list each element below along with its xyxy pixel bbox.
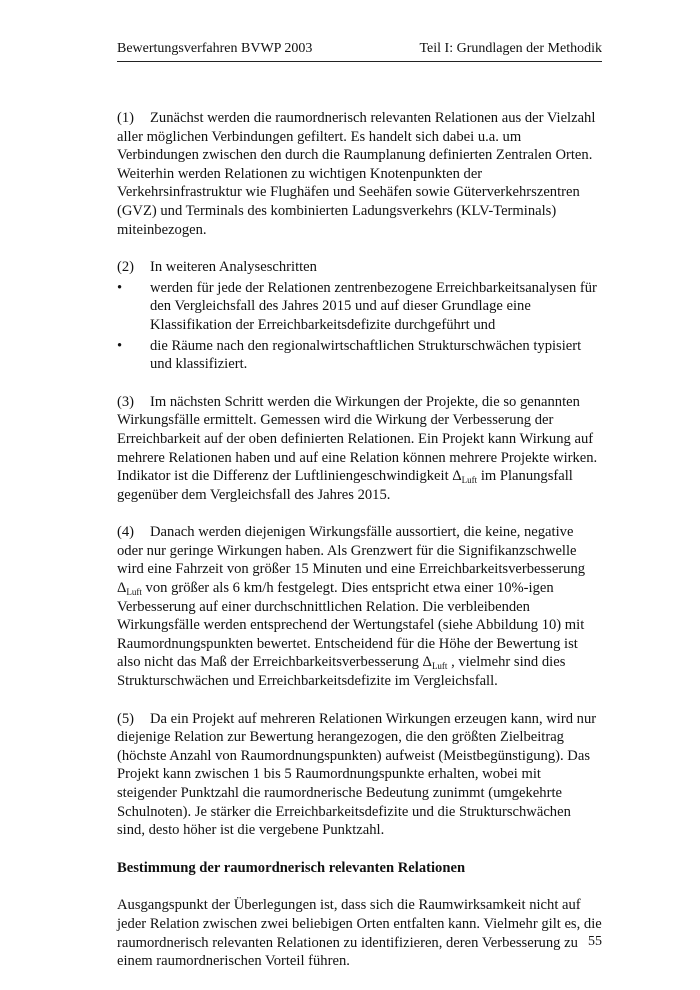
paragraph-number: (4) bbox=[117, 524, 135, 541]
list-item-text: die Räume nach den regionalwirtschaftlichen Strukturschwächen typisiert und klassifiziert. bbox=[150, 337, 582, 373]
paragraph-text: im Planungsfall gegenüber dem Vergleichsfall des Jahres 2015. bbox=[117, 468, 573, 503]
main-content bbox=[117, 109, 602, 990]
paragraph-number: (2) bbox=[117, 259, 135, 276]
bullet-icon: • bbox=[117, 337, 123, 354]
paragraph-3 bbox=[117, 393, 602, 505]
paragraph-text: , vielmehr sind dies Strukturschwächen und Erreichbarkeitsdefizite im Vergleichsfall. bbox=[117, 654, 566, 690]
running-header bbox=[117, 40, 602, 58]
paragraph-text: von größer als 6 km/h festgelegt. Dies entspricht etwa einer 10%-igen Verbesserung auf einer durchschnittlichen Relation. Die verbleibenden Wirkungsfälle werden entsprechend der Wertungstafel (siehe Abbildung 10) mit Raumordnungspunkten bewertet. Entscheidend für die Höhe der Bewertung ist also nicht das Maß der Erreichbarkeitsverbesserung Δ bbox=[117, 580, 585, 671]
paragraph-text: In weiteren Analyseschritten bbox=[150, 259, 317, 276]
paragraph-number: (3) bbox=[117, 393, 135, 410]
paragraph-5 bbox=[117, 710, 602, 840]
subscript: Luft bbox=[431, 661, 448, 672]
bullet-list bbox=[117, 279, 602, 374]
list-item bbox=[117, 279, 602, 335]
header-left: Bewertungsverfahren BVWP 2003 bbox=[117, 41, 313, 56]
paragraph-1 bbox=[117, 109, 602, 239]
subscript: Luft bbox=[461, 475, 478, 486]
list-item bbox=[117, 337, 602, 374]
section-heading: Bestimmung der raumordnerisch relevanten Relationen bbox=[117, 859, 466, 876]
bullet-icon: • bbox=[117, 279, 123, 296]
subscript: Luft bbox=[126, 587, 142, 598]
paragraph-number: (5) bbox=[117, 710, 135, 727]
paragraph-text: Da ein Projekt auf mehreren Relationen Wirkungen erzeugen kann, wird nur diejenige Relation zur Bewertung herangezogen, die den größten Zielbeitrag (höchste Anzahl von Raumordnungspunkten) aufweist (Meistbegünstigung). Das Projekt kann zwischen 1 bis 5 Raumordnungspunkte erhalten, wobei mit steigender Punktzahl die raumordnerische Bedeutung zunimmt (umgekehrte Schulnoten). Je stärker die Erreichbarkeitsdefizite und die Strukturschwächen sind, desto höher ist die vergebene Punktzahl. bbox=[117, 710, 597, 839]
paragraph-text: Im nächsten Schritt werden die Wirkungen der Projekte, die so genannten Wirkungsfälle ermittelt. Gemessen wird die Wirkung der Verbesserung der Erreichbarkeit auf der oben definierten Relationen. Ein Projekt kann Wirkung auf mehrere Relationen haben und auf eine Relation können mehrere Projekte wirken. Indikator ist die Differenz der Luftliniengeschwindigkeit Δ bbox=[117, 393, 598, 485]
paragraph-2-intro bbox=[117, 258, 602, 277]
paragraph-text: Zunächst werden die raumordnerisch relevanten Relationen aus der Vielzahl aller möglichen Verbindungen gefiltert. Es handelt sich dabei u.a. um Verbindungen zwischen den durch die Raumplanung definierten Zentralen Orten. Weiterhin werden Relationen zu wichtigen Knotenpunkten der Verkehrsinfrastruktur wie Flughäfen und Seehäfen sowie Güterverkehrszentren (GVZ) und Terminals des kombinierten Ladungsverkehrs (KLV-Terminals) miteinbezogen. bbox=[117, 110, 596, 238]
paragraph-4 bbox=[117, 523, 602, 690]
paragraph-text: Danach werden diejenigen Wirkungsfälle aussortiert, die keine, negative oder nur geringe Wirkungen haben. Als Grenzwert für die Signifikanzschwelle wird eine Fahrzeit von größer 15 Minuten und eine Erreichbarkeitsverbesserung Δ bbox=[117, 524, 586, 597]
header-rule bbox=[117, 61, 602, 62]
header-right: Teil I: Grundlagen der Methodik bbox=[419, 41, 602, 56]
page-number: 55 bbox=[588, 934, 602, 949]
list-item-text: werden für jede der Relationen zentrenbezogene Erreichbarkeitsanalysen für den Vergleichsfall des Jahres 2015 und auf dieser Grundlage eine Klassifikation der Erreichbarkeitsdefizite durchgeführt und bbox=[150, 279, 597, 333]
paragraph-number: (1) bbox=[117, 110, 135, 126]
section-paragraph: Ausgangspunkt der Überlegungen ist, dass sich die Raumwirksamkeit nicht auf jeder Relation zwischen zwei beliebigen Orten entfalten kann. Vielmehr gilt es, die raumordnerisch relevanten Relationen zu identifizieren, deren Verbesserung zu einem raumordnerischen Vorteil führen. bbox=[117, 897, 602, 970]
